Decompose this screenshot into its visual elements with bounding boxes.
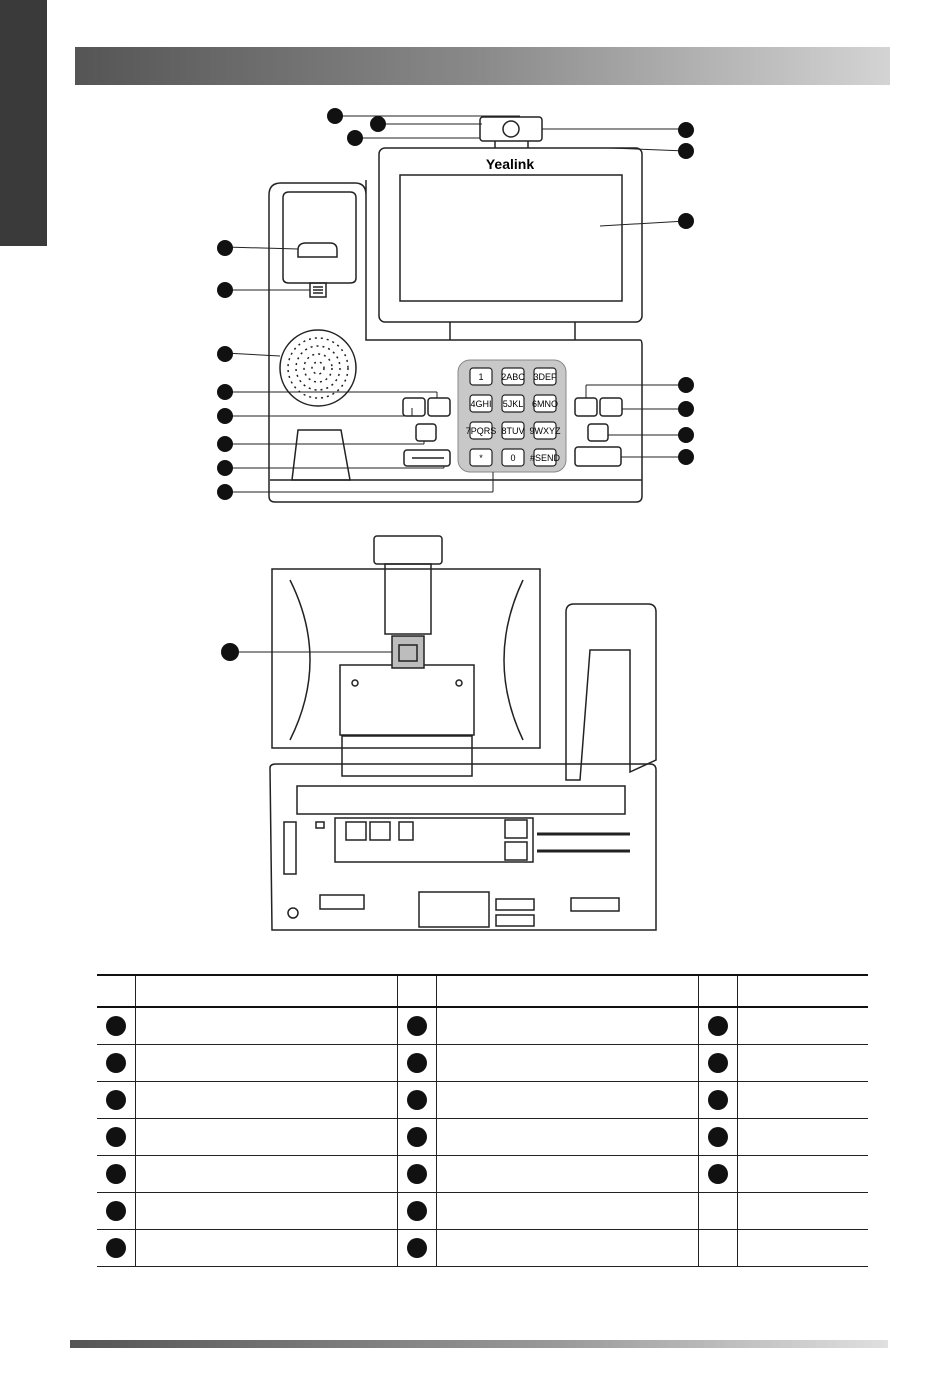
camera-lens: [503, 121, 519, 137]
legend-number-cell: [397, 1082, 436, 1119]
callout-dot: [708, 1127, 728, 1147]
callout-dot-back: [221, 643, 239, 661]
legend-row: [97, 1230, 868, 1267]
label-area: [419, 892, 489, 927]
callout-dot: [708, 1016, 728, 1036]
legend-number-cell: [97, 1156, 136, 1193]
legend-number-cell: [698, 1230, 737, 1267]
callout-dot: [708, 1164, 728, 1184]
legend-description-cell: [737, 1082, 868, 1119]
legend-number-cell: [97, 1230, 136, 1267]
keypad-key-label: 9WXYZ: [529, 426, 561, 436]
legend-number-cell: [97, 1082, 136, 1119]
keypad-key-label: #SEND: [529, 453, 561, 463]
callout-dot: [106, 1201, 126, 1221]
legend-description-cell: [136, 1045, 398, 1082]
legend-number-cell: [397, 1193, 436, 1230]
legend-header-num-1: [97, 975, 136, 1007]
keypad-key-label: 7PQRS: [465, 426, 497, 436]
legend-description-cell: [136, 1007, 398, 1045]
speaker-grille: [280, 330, 356, 406]
legend-number-cell: [397, 1230, 436, 1267]
rear-rail: [297, 786, 625, 814]
legend-row: [97, 1119, 868, 1156]
keypad-key-label: 5JKL: [502, 399, 524, 409]
mute-key: [600, 398, 622, 416]
legend-description-cell: [436, 1045, 698, 1082]
legend-description-cell: [737, 1119, 868, 1156]
legend-description-cell: [136, 1230, 398, 1267]
callout-dot: [407, 1053, 427, 1073]
conference-key: [428, 398, 450, 416]
legend-description-cell: [136, 1156, 398, 1193]
legend-header-num-2: [397, 975, 436, 1007]
keypad-key-label: 6MNO: [531, 399, 559, 409]
stand-base: [342, 736, 472, 776]
keypad-key-label: 2ABC: [501, 372, 525, 382]
legend-description-cell: [737, 1230, 868, 1267]
headset-key: [403, 398, 425, 416]
callout-dot: [106, 1164, 126, 1184]
callout-dot: [708, 1090, 728, 1110]
legend-number-cell: [698, 1082, 737, 1119]
legend-header-row: [97, 975, 868, 1007]
port-slot: [320, 895, 364, 909]
camera-stem: [385, 564, 431, 634]
legend-number-cell: [97, 1045, 136, 1082]
usb-port: [392, 636, 424, 668]
legend-number-cell: [397, 1007, 436, 1045]
base-back: [270, 764, 656, 930]
legend-number-cell: [397, 1045, 436, 1082]
brand-logo: Yealink: [485, 156, 535, 172]
legend-description-cell: [136, 1119, 398, 1156]
keypad-key-label: 3DEF: [533, 372, 557, 382]
footer-bar: [70, 1340, 888, 1348]
legend-header-desc-3: [737, 975, 868, 1007]
legend-row: [97, 1082, 868, 1119]
legend-description-cell: [737, 1193, 868, 1230]
legend-row: [97, 1193, 868, 1230]
speakerphone-key: [575, 447, 621, 466]
callout-dot: [106, 1016, 126, 1036]
callout-dot: [407, 1127, 427, 1147]
hold-key: [575, 398, 597, 416]
callout-dots-front: [217, 108, 694, 500]
callout-dot: [407, 1164, 427, 1184]
legend-description-cell: [436, 1156, 698, 1193]
callout-dot: [106, 1238, 126, 1258]
legend-number-cell: [97, 1007, 136, 1045]
legend-header-desc-1: [136, 975, 398, 1007]
redial-key: [588, 424, 608, 441]
handset-holder: [292, 430, 350, 480]
legend-row: [97, 1045, 868, 1082]
legend-description-cell: [737, 1007, 868, 1045]
message-key: [416, 424, 436, 441]
legend-number-cell: [397, 1119, 436, 1156]
keypad-key-label: 0: [510, 453, 516, 463]
legend-description-cell: [436, 1082, 698, 1119]
keypad-key-label: 8TUV: [501, 426, 525, 436]
callout-dot: [407, 1090, 427, 1110]
legend-description-cell: [436, 1119, 698, 1156]
legend-number-cell: [698, 1193, 737, 1230]
handset-cradle: [283, 192, 356, 283]
keypad-key-label: 4GHI: [470, 399, 492, 409]
legend-description-cell: [436, 1193, 698, 1230]
legend-row: [97, 1007, 868, 1045]
legend-description-cell: [136, 1082, 398, 1119]
legend-row: [97, 1156, 868, 1193]
touch-screen: [400, 175, 622, 301]
legend-description-cell: [737, 1156, 868, 1193]
callout-dot: [407, 1201, 427, 1221]
callout-dot: [708, 1053, 728, 1073]
legend-header-num-3: [698, 975, 737, 1007]
camera-back: [374, 536, 442, 564]
legend-number-cell: [698, 1045, 737, 1082]
legend-table: [97, 974, 868, 1267]
keypad-key-label: *: [479, 453, 483, 463]
handset-back: [566, 604, 656, 780]
legend-header-desc-2: [436, 975, 698, 1007]
legend-description-cell: [737, 1045, 868, 1082]
legend-description-cell: [436, 1007, 698, 1045]
legend-description-cell: [436, 1230, 698, 1267]
legend-number-cell: [698, 1119, 737, 1156]
callout-dot: [106, 1053, 126, 1073]
legend-number-cell: [698, 1007, 737, 1045]
legend-number-cell: [698, 1156, 737, 1193]
legend-number-cell: [97, 1193, 136, 1230]
callout-dot: [106, 1090, 126, 1110]
callout-dot: [407, 1016, 427, 1036]
legend-description-cell: [136, 1193, 398, 1230]
stand-plate: [340, 665, 474, 735]
callout-dot: [106, 1127, 126, 1147]
phone-base: [269, 180, 642, 502]
hookswitch: [298, 243, 337, 257]
display-frame: [379, 148, 642, 322]
legend-number-cell: [97, 1119, 136, 1156]
legend-number-cell: [397, 1156, 436, 1193]
callout-dot: [407, 1238, 427, 1258]
keypad-key-label: 1: [478, 372, 484, 382]
